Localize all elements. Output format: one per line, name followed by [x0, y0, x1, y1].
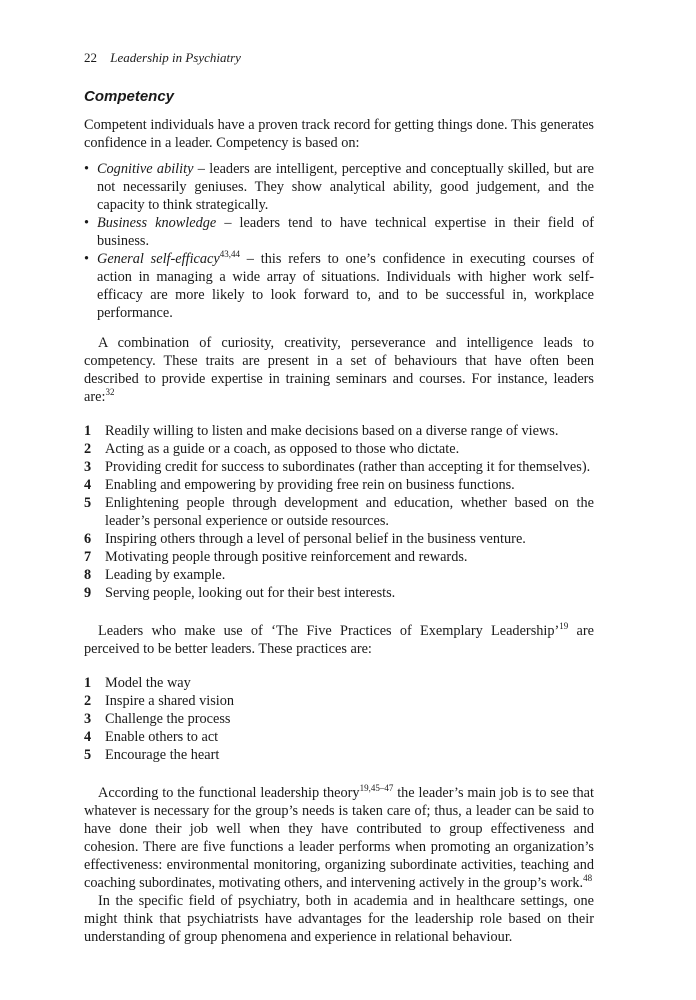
item-text: Providing credit for success to subordinates (rather than accepting it for themselves).: [105, 459, 591, 475]
item-text: Enabling and empowering by providing free rein on business functions.: [105, 477, 515, 493]
paragraph-text: Leaders who make use of ‘The Five Practices of Exemplary Leadership’: [98, 623, 560, 639]
section-heading: Competency: [84, 88, 175, 105]
item-text: Model the way: [105, 675, 191, 691]
bullet-term: General self-efficacy: [97, 251, 220, 267]
list-item: [84, 692, 594, 710]
list-item: [84, 566, 594, 584]
item-text: Leading by example.: [105, 567, 226, 583]
list-item: [84, 548, 594, 566]
item-number: 5: [84, 747, 92, 763]
behaviours-list: [84, 422, 594, 602]
item-number: 6: [84, 531, 92, 547]
list-item: [84, 530, 594, 548]
item-number: 4: [84, 477, 92, 493]
item-number: 2: [84, 441, 92, 457]
item-number: 4: [84, 729, 92, 745]
bullet-item: [84, 250, 594, 322]
running-head: [84, 50, 241, 66]
bullet-term: Cognitive ability: [97, 161, 194, 177]
intro-paragraph: Competent individuals have a proven track record for getting things done. This generates confidence in a leader. Competency is based on:: [84, 117, 594, 151]
item-number: 3: [84, 459, 92, 475]
paragraph-text: A combination of curiosity, creativity, perseverance and intelligence leads to competency. These traits are present in a set of behaviours that have often been described to provide expertise in training seminars and courses. For instance, leaders are:: [84, 335, 594, 405]
item-number: 7: [84, 549, 92, 565]
paragraph-five-practices: [84, 622, 594, 658]
competency-bullet-list: [84, 160, 594, 322]
page-body: [84, 88, 594, 946]
bullet-item: [84, 160, 594, 214]
practices-list: [84, 674, 594, 764]
paragraph-text: are perceived to be better leaders. These practices are:: [84, 623, 595, 657]
bullet-item: [84, 214, 594, 250]
item-number: 3: [84, 711, 92, 727]
item-text: Readily willing to listen and make decisions based on a diverse range of views.: [105, 423, 559, 439]
list-item: [84, 746, 594, 764]
list-item: [84, 476, 594, 494]
list-item: [84, 674, 594, 692]
citation: 43,44: [219, 249, 240, 260]
bullet-text: – leaders tend to have technical expertise in their field of business.: [97, 215, 594, 249]
item-number: 1: [84, 423, 92, 439]
item-text: Inspiring others through a level of personal belief in the business venture.: [105, 531, 526, 547]
item-text: Serving people, looking out for their best interests.: [105, 585, 396, 601]
item-number: 9: [84, 585, 92, 601]
citation: 32: [105, 387, 115, 398]
paragraph-functional-theory: [84, 784, 594, 892]
citation: 48: [583, 873, 593, 884]
bullet-text: – this refers to one’s confidence in executing courses of action in managing a wide array of situations. Individuals with higher work self-efficacy are more likely to look forward to, and to be successful in, workplace performance.: [97, 251, 594, 321]
page-number: 22: [84, 50, 97, 65]
list-item: [84, 728, 594, 746]
list-item: [84, 584, 594, 602]
paragraph-curiosity: [84, 334, 594, 406]
book-title: Leadership in Psychiatry: [110, 50, 241, 65]
list-item: [84, 440, 594, 458]
list-item: [84, 494, 594, 530]
item-number: 2: [84, 693, 92, 709]
item-text: Inspire a shared vision: [105, 693, 235, 709]
item-text: Encourage the heart: [105, 747, 220, 763]
item-text: Acting as a guide or a coach, as opposed to those who dictate.: [105, 441, 460, 457]
bullet-text: – leaders are intelligent, perceptive and conceptually skilled, but are not necessarily geniuses. They show analytical ability, good judgement, and the capacity to think strategically.: [97, 161, 594, 213]
paragraph-psychiatry: In the specific field of psychiatry, both in academia and in healthcare settings, one might think that psychiatrists have advantages for the leadership role based on their understanding of group phenomena and experience in relational behaviour.: [84, 893, 594, 945]
paragraph-text: the leader’s main job is to see that whatever is necessary for the group’s needs is taken care of; thus, a leader can be said to have done their job well when they have contributed to group effectiveness and cohesion. There are five functions a leader performs when promoting an organization’s effectiveness: environmental monitoring, organizing subordinate activities, teaching and coaching subordinates, motivating others, and intervening actively in the group’s work.: [84, 785, 594, 891]
item-text: Challenge the process: [105, 711, 231, 727]
item-number: 5: [84, 495, 92, 511]
paragraph-text: According to the functional leadership theory: [98, 785, 360, 801]
item-text: Motivating people through positive reinforcement and rewards.: [105, 549, 468, 565]
item-number: 8: [84, 567, 92, 583]
item-text: Enlightening people through development and education, whether based on the leader’s personal experience or outside resources.: [105, 495, 594, 529]
citation: 19,45–47: [359, 783, 394, 794]
item-number: 1: [84, 675, 92, 691]
list-item: [84, 710, 594, 728]
list-item: [84, 422, 594, 440]
bullet-term: Business knowledge: [97, 215, 217, 231]
list-item: [84, 458, 594, 476]
item-text: Enable others to act: [105, 729, 219, 745]
citation: 19: [559, 621, 569, 632]
